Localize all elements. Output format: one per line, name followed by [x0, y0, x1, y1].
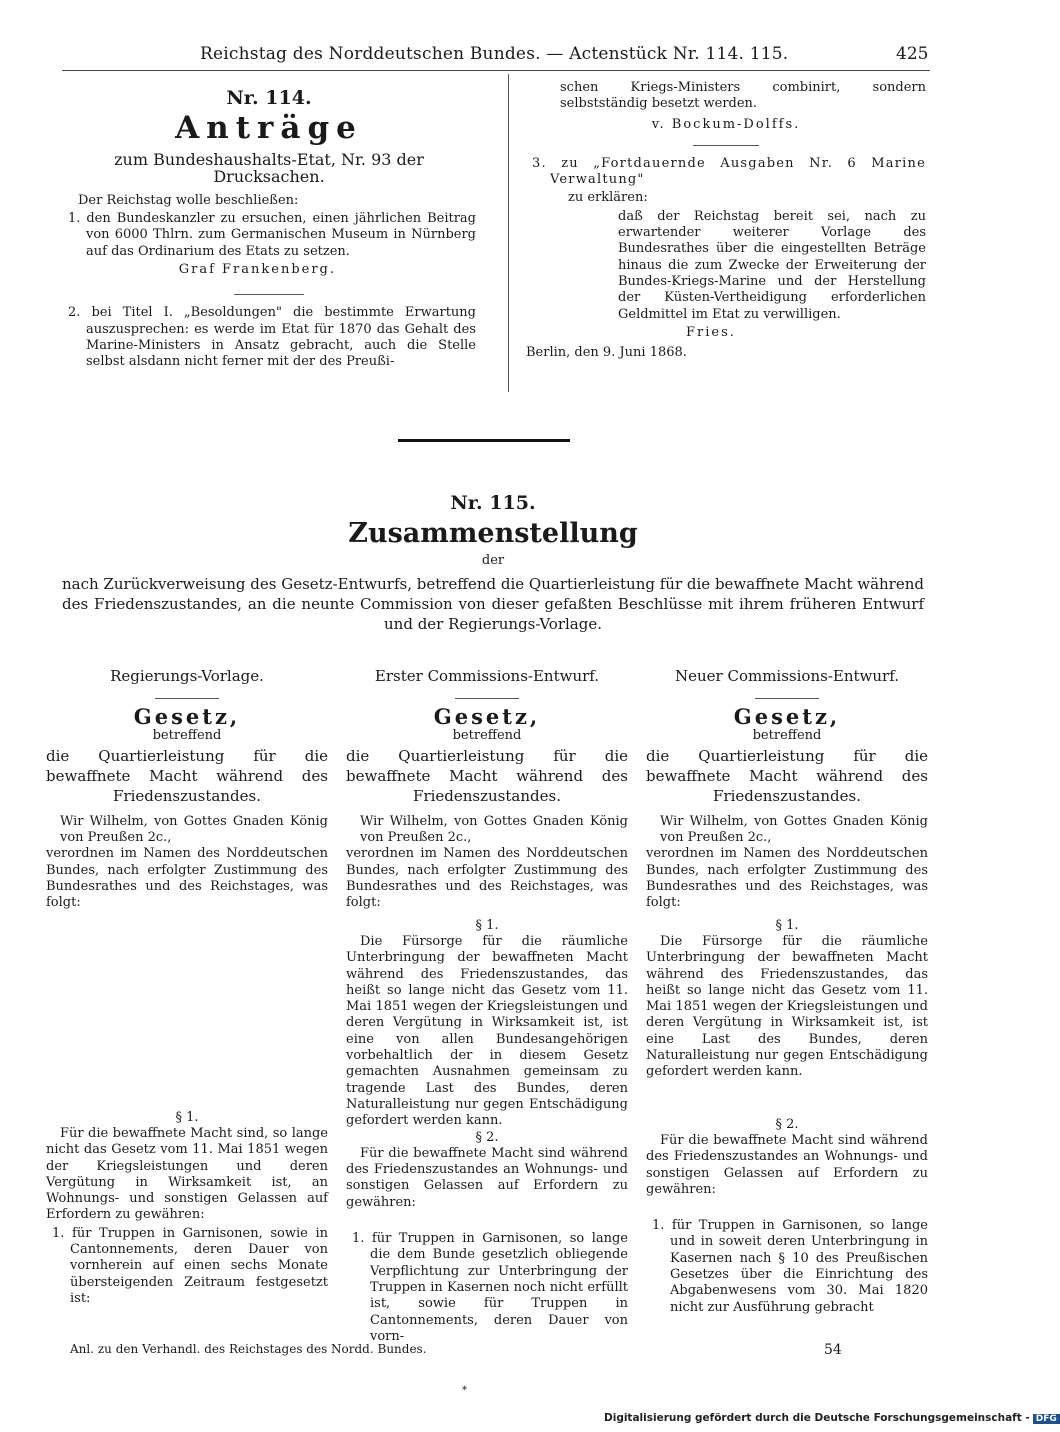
paragraph-1-text: Die Fürsorge für die räumliche Unterbringung der bewaffneten Macht während des Friedenszustandes, das heißt so lange nicht das Gesetz vom 11. Mai 1851 wegen der Kriegsleistungen und deren Vergütung in Wirksamkeit ist, ist eine Last des Bundes, deren Naturalleistung nur gegen Entschädigung gefordert werden kann.	[646, 933, 928, 1080]
column-heading: Regierungs-Vorlage.	[110, 667, 264, 685]
law-title: die Quartierleistung für die bewaffnete Macht während des Friedenszustandes.	[646, 746, 928, 805]
doc114-separator-2	[693, 145, 759, 146]
credit-text: Digitalisierung gefördert durch die Deutsche Forschungsgemeinschaft -	[604, 1412, 1030, 1424]
paragraph-1-text: Die Fürsorge für die räumliche Unterbringung der bewaffneten Macht während des Friedenszustandes, das heißt so lange nicht das Gesetz vom 11. Mai 1851 wegen der Kriegsleistungen und deren Vergütung in Wirksamkeit ist, ist eine von allen Bundesangehörigen vorbehaltlich der in diesem Gesetz gemachten Ausnahmen gemeinsam zu tragende Last des Bundes, deren Naturalleistung nur gegen Entschädigung gefordert werden kann.	[346, 933, 628, 1129]
doc114-signature-1: Graf Frankenberg.	[178, 262, 336, 278]
law-betreffend: betreffend	[452, 727, 522, 743]
list-item-1: 1. für Truppen in Garnisonen, so lange und in soweit deren Unterbringung in Kasernen nach § 10 des Preußischen Gesetzes über die Einrichtung des Abgabenwesens vom 30. Mai 1820 nicht zur Ausführung gebracht	[652, 1218, 928, 1315]
header-rule	[62, 70, 930, 71]
list-item-1: 1. für Truppen in Garnisonen, so lange die dem Bunde gesetzlich obliegende Verpflichtung zur Unterbringung der Truppen in Kasernen noch nicht erfüllt ist, sowie für Truppen in Cantonnements, deren Dauer von vorn-	[352, 1231, 628, 1344]
law-title: die Quartierleistung für die bewaffnete Macht während des Friedenszustandes.	[46, 746, 328, 805]
paragraph-1-mark: § 1.	[175, 1109, 199, 1125]
footer-note: Anl. zu den Verhandl. des Reichstages des Nordd. Bundes.	[70, 1342, 427, 1356]
law-heading: Gesetz,	[733, 704, 841, 730]
page-number: 425	[896, 44, 929, 64]
paragraph-1-mark: § 1.	[775, 917, 799, 933]
paragraph-2-text: Für die bewaffnete Macht sind während des Friedenszustandes an Wohnungs- und sonstigen Gelassen auf Erfordern zu gewähren:	[346, 1145, 628, 1210]
doc114-subtitle: zum Bundeshaushalts-Etat, Nr. 93 der Drucksachen.	[114, 150, 424, 186]
doc114-signature-3: Fries.	[686, 324, 736, 340]
column-heading-rule	[755, 698, 819, 699]
column-regierungs-vorlage	[46, 668, 328, 1307]
dfg-logo: DFG	[1033, 1414, 1060, 1424]
doc114-separator-1	[234, 294, 304, 295]
doc114-left-column	[62, 87, 476, 371]
law-betreffend: betreffend	[152, 727, 222, 743]
column-divider	[508, 74, 509, 392]
doc114-item-1: 1. den Bundeskanzler zu ersuchen, einen jährlichen Beitrag von 6000 Thlrn. zum Germanischen Museum in Nürnberg auf das Ordinarium des Etats zu setzen.	[68, 211, 476, 259]
doc114-item-2-continued: schen Kriegs-Ministers combinirt, sondern selbstständig besetzt werden.	[560, 80, 926, 112]
section-divider	[398, 439, 570, 442]
law-heading: Gesetz,	[433, 704, 541, 730]
doc114-date: Berlin, den 9. Juni 1868.	[526, 345, 687, 361]
preamble-verordnen: verordnen im Namen des Norddeutschen Bundes, nach erfolgter Zustimmung des Bundesrathes und des Reichstages, was folgt:	[646, 846, 928, 911]
doc114-title: Anträge	[175, 110, 363, 147]
doc114-signature-2: v. Bockum-Dolffs.	[651, 116, 801, 132]
paragraph-2-text: Für die bewaffnete Macht sind während des Friedenszustandes an Wohnungs- und sonstigen Gelassen auf Erfordern zu gewähren:	[646, 1132, 928, 1197]
digitization-credit	[604, 1412, 1060, 1424]
column-heading-rule	[455, 698, 519, 699]
doc114-intro: Der Reichstag wolle beschließen:	[78, 192, 299, 208]
doc114-item-3: 3. zu „Fortdauernde Ausgaben Nr. 6 Marine Verwaltung"	[532, 155, 926, 188]
preamble-verordnen: verordnen im Namen des Norddeutschen Bundes, nach erfolgter Zustimmung des Bundesrathes und des Reichstages, was folgt:	[346, 846, 628, 911]
paragraph-1-mark: § 1.	[475, 917, 499, 933]
running-title: Reichstag des Norddeutschen Bundes. — Actenstück Nr. 114. 115.	[200, 44, 789, 64]
doc114-item-2: 2. bei Titel I. „Besoldungen" die bestimmte Erwartung auszusprechen: es werde im Etat für 1870 das Gehalt des Marine-Ministers in Ansatz gebracht, auch die Stelle selbst alsdann nicht ferner mit der des Preußi-	[68, 305, 476, 370]
doc114-item-3-lead: zu erklären:	[568, 190, 648, 206]
sheet-signature: 54	[824, 1342, 842, 1358]
doc115-number: Nr. 115.	[450, 492, 536, 514]
doc114-item-3-body: daß der Reichstag bereit sei, nach zu erwartender weiterer Vorlage des Bundesrathes über die eingestellten Beträge hinaus die zum Zwecke der Erweiterung der Bundes-Kriegs-Marine und der Herstellung der Küsten-Vertheidigung erforderlichen Geldmittel im Etat zu verwilligen.	[618, 208, 926, 322]
preamble-wir: Wir Wilhelm, von Gottes Gnaden König von Preußen 2c.,	[360, 813, 628, 846]
preamble-wir: Wir Wilhelm, von Gottes Gnaden König von Preußen 2c.,	[660, 813, 928, 846]
column-neuer-commissions-entwurf	[646, 668, 928, 1316]
column-heading: Neuer Commissions-Entwurf.	[675, 667, 899, 685]
law-heading: Gesetz,	[133, 704, 241, 730]
law-betreffend: betreffend	[752, 727, 822, 743]
doc115-title: Zusammenstellung	[348, 518, 638, 549]
paragraph-1-text: Für die bewaffnete Macht sind, so lange nicht das Gesetz vom 11. Mai 1851 wegen der Kriegsleistungen und deren Vergütung in Wirksamkeit ist, an Wohnungs- und sonstigen Gelassen auf Erfordern zu gewähren:	[46, 1125, 328, 1223]
column-heading-rule	[155, 698, 219, 699]
paragraph-2-mark: § 2.	[475, 1129, 499, 1145]
preamble-wir: Wir Wilhelm, von Gottes Gnaden König von Preußen 2c.,	[60, 813, 328, 846]
column-heading: Erster Commissions-Entwurf.	[374, 667, 600, 685]
doc115-der: der	[481, 553, 505, 568]
paragraph-2-mark: § 2.	[775, 1116, 799, 1132]
column-erster-commissions-entwurf	[346, 668, 628, 1345]
doc115-intro: nach Zurückverweisung des Gesetz-Entwurfs, betreffend die Quartierleistung für die bewaffnete Macht während des Friedenszustandes, an die neunte Commission von dieser gefaßten Beschlüsse mit ihrem früheren Entwurf und der Regierungs-Vorlage.	[62, 575, 924, 633]
law-title: die Quartierleistung für die bewaffnete Macht während des Friedenszustandes.	[346, 746, 628, 805]
doc114-right-column	[526, 80, 926, 361]
footer-mark: *	[462, 1385, 467, 1396]
preamble-verordnen: verordnen im Namen des Norddeutschen Bundes, nach erfolgter Zustimmung des Bundesrathes und des Reichstages, was folgt:	[46, 846, 328, 911]
list-item-1: 1. für Truppen in Garnisonen, sowie in Cantonnements, deren Dauer von vornherein auf einen sechs Monate übersteigenden Zeitraum festgesetzt ist:	[52, 1225, 328, 1306]
doc115-heading	[62, 492, 924, 568]
doc114-number: Nr. 114.	[226, 87, 312, 109]
